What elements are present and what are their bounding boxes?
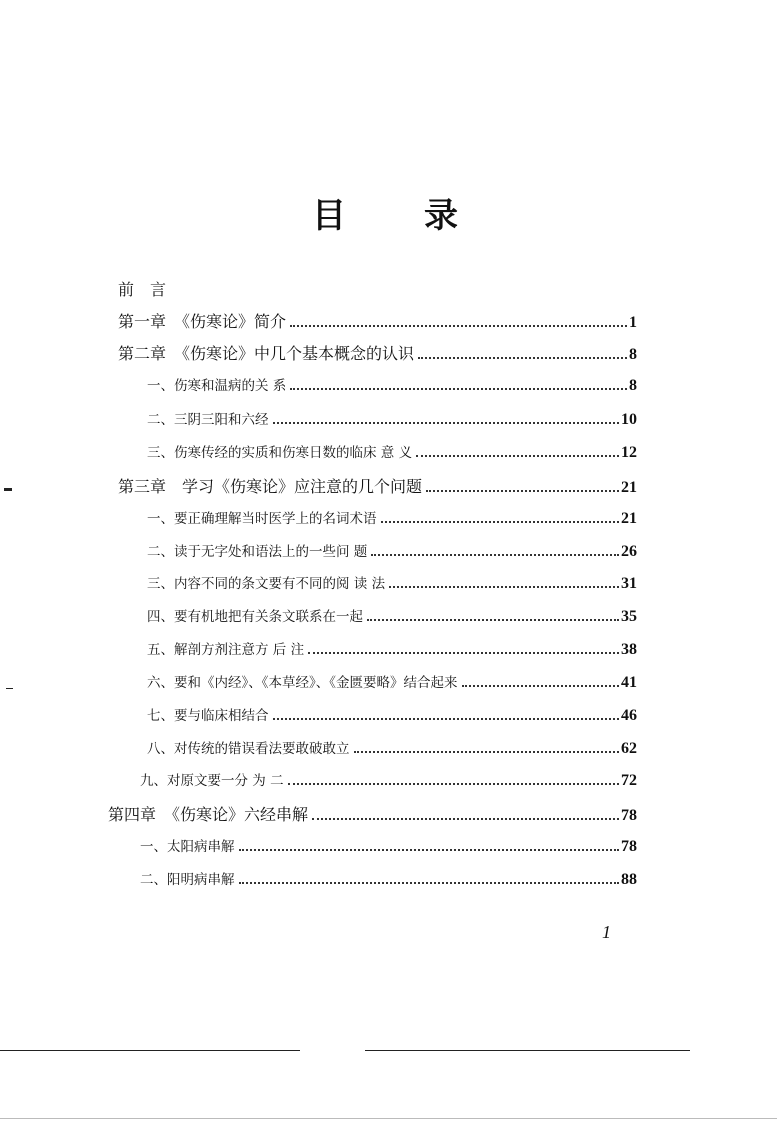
toc-page-number: 8 — [629, 377, 637, 394]
toc-entry-label: 一、太阳病串解 — [140, 839, 235, 855]
toc-section-row[interactable] — [147, 605, 637, 635]
dot-leader — [273, 718, 620, 720]
title-char-mu: 目 — [312, 196, 346, 236]
toc-page-number: 46 — [621, 707, 637, 724]
dot-leader — [381, 521, 620, 523]
dot-leader — [462, 685, 620, 687]
toc-section-row[interactable] — [147, 408, 637, 438]
toc-chapter-row[interactable] — [108, 802, 637, 832]
toc-page-number: 38 — [621, 641, 637, 658]
dot-leader — [354, 751, 620, 753]
toc-chapter-row[interactable] — [118, 277, 637, 307]
toc-entry-label: 第四章 《伤寒论》六经串解 — [108, 805, 309, 824]
toc-section-row[interactable] — [147, 638, 637, 668]
dot-leader — [416, 455, 619, 457]
toc-page-number: 1 — [629, 314, 637, 331]
dot-leader — [290, 388, 627, 390]
toc-entry-label: 二、阳明病串解 — [140, 872, 235, 888]
toc-entry-label: 第三章 学习《伤寒论》应注意的几个问题 — [118, 477, 423, 496]
toc-entry-label: 七、要与临床相结合 — [147, 708, 269, 724]
toc-page-number: 21 — [621, 479, 637, 496]
toc-section-row[interactable] — [140, 769, 637, 799]
dot-leader — [273, 422, 620, 424]
dot-leader — [312, 818, 619, 820]
title-char-lu: 录 — [424, 196, 458, 236]
toc-entry-label: 前 言 — [118, 280, 167, 299]
toc-page-number: 88 — [621, 871, 637, 888]
toc-entry-label: 第二章 《伤寒论》中几个基本概念的认识 — [118, 344, 415, 363]
page-number: 1 — [602, 922, 611, 942]
dot-leader — [308, 652, 619, 654]
toc-page-number: 78 — [621, 807, 637, 824]
toc-page-number: 12 — [621, 444, 637, 461]
dot-leader — [239, 849, 620, 851]
dot-leader — [371, 554, 619, 556]
dot-leader — [389, 586, 619, 588]
toc-page-number: 35 — [621, 608, 637, 625]
toc-entry-label: 五、解剖方剂注意方 后 注 — [147, 642, 305, 658]
toc-page-number: 8 — [629, 346, 637, 363]
dot-leader — [288, 783, 619, 785]
toc-section-row[interactable] — [147, 540, 637, 570]
toc-section-row[interactable] — [147, 374, 637, 404]
page-edge — [0, 1118, 777, 1119]
toc-section-row[interactable] — [147, 737, 637, 767]
toc-entry-label: 第一章 《伤寒论》简介 — [118, 312, 287, 331]
toc-entry-label: 九、对原文要一分 为 二 — [140, 773, 284, 789]
toc-section-row[interactable] — [147, 441, 637, 471]
dot-leader — [367, 619, 619, 621]
toc-page-number: 72 — [621, 772, 637, 789]
divider-right — [365, 1050, 690, 1051]
toc-chapter-row[interactable] — [118, 474, 637, 504]
toc-section-row[interactable] — [147, 671, 637, 701]
toc-page-number: 31 — [621, 575, 637, 592]
dot-leader — [290, 325, 627, 327]
toc-section-row[interactable] — [147, 704, 637, 734]
dot-leader — [426, 490, 619, 492]
divider-left — [0, 1050, 300, 1051]
toc-entry-label: 三、伤寒传经的实质和伤寒日数的临床 意 义 — [147, 445, 413, 461]
toc-page-number: 41 — [621, 674, 637, 691]
toc-section-row[interactable] — [140, 868, 637, 898]
toc-entry-label: 四、要有机地把有关条文联系在一起 — [147, 609, 363, 625]
toc-entry-label: 一、要正确理解当时医学上的名词术语 — [147, 511, 377, 527]
toc-page-number: 26 — [621, 543, 637, 560]
toc-section-row[interactable] — [140, 835, 637, 865]
scan-mark — [6, 688, 13, 689]
toc-entry-label: 三、内容不同的条文要有不同的阅 读 法 — [147, 576, 386, 592]
scan-mark — [4, 488, 12, 491]
toc-section-row[interactable] — [147, 572, 637, 602]
toc-entry-label: 六、要和《内经》、《本草经》、《金匮要略》结合起来 — [147, 675, 458, 691]
dot-leader — [418, 357, 627, 359]
toc-entry-label: 二、读于无字处和语法上的一些问 题 — [147, 544, 368, 560]
toc-entry-label: 二、三阴三阳和六经 — [147, 412, 269, 428]
toc-chapter-row[interactable] — [118, 341, 637, 371]
toc-entry-label: 八、对传统的错误看法要敢破敢立 — [147, 741, 350, 757]
dot-leader — [239, 882, 620, 884]
toc-section-row[interactable] — [147, 507, 637, 537]
toc-page-number: 10 — [621, 411, 637, 428]
toc-entry-label: 一、伤寒和温病的关 系 — [147, 378, 287, 394]
toc-page-number: 62 — [621, 740, 637, 757]
toc-chapter-row[interactable] — [118, 309, 637, 339]
toc-page-number: 78 — [621, 838, 637, 855]
toc-page-number: 21 — [621, 510, 637, 527]
